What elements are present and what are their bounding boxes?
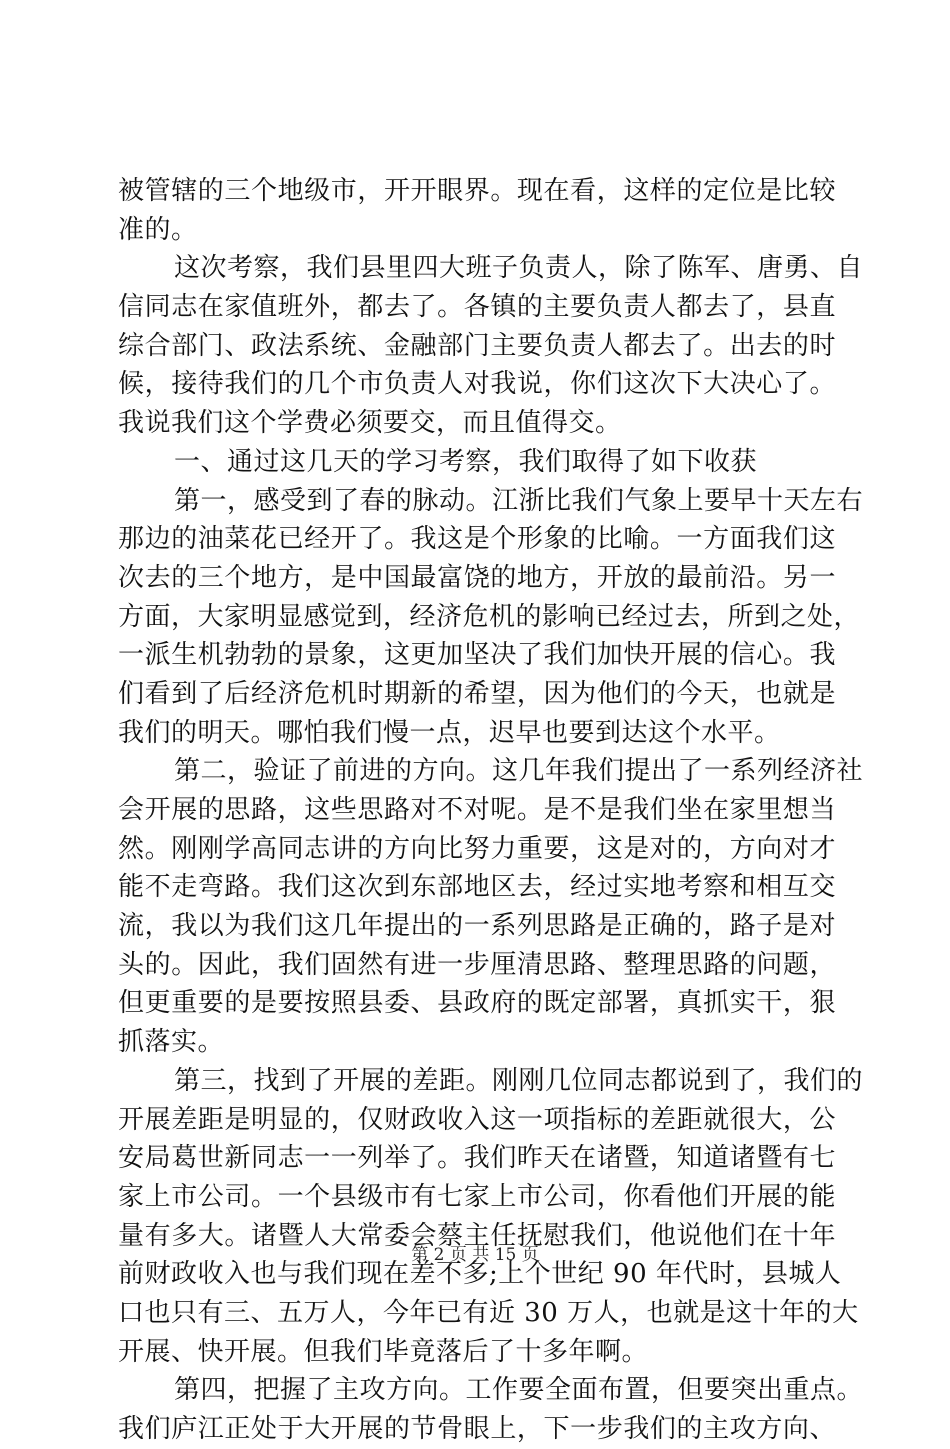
text-line: 开展差距是明显的，仅财政收入这一项指标的差距就很大，公 [118, 1104, 836, 1135]
text-line: 信同志在家值班外，都去了。各镇的主要负责人都去了，县直 [118, 292, 836, 323]
text-line: 家上市公司。一个县级市有七家上市公司，你看他们开展的能 [118, 1181, 836, 1212]
section-heading: 一、通过这几天的学习考察，我们取得了如下收获 [174, 446, 758, 477]
text-line: 第三，找到了开展的差距。刚刚几位同志都说到了，我们的 [174, 1065, 864, 1096]
text-line: 会开展的思路，这些思路对不对呢。是不是我们坐在家里想当 [118, 795, 836, 825]
text-line: 流，我以为我们这几年提出的一系列思路是正确的，路子是对 [118, 911, 836, 942]
page-number-label: 第 2 页 共 15 页 [411, 1245, 539, 1265]
text-line: 次去的三个地方，是中国最富饶的地方，开放的最前沿。另一 [118, 562, 836, 593]
text-line: 这次考察，我们县里四大班子负责人，除了陈军、唐勇、自 [174, 253, 864, 284]
text-line: 抓落实。 [118, 1027, 225, 1058]
text-line: 方面，大家明显感觉到，经济危机的影响已经过去，所到之处， [118, 601, 861, 632]
text-line: 口也只有三、五万人，今年已有近 30 万人，也就是这十年的大 [118, 1297, 859, 1328]
text-line: 准的。 [118, 214, 198, 245]
text-line: 第四，把握了主攻方向。工作要全面布置，但要突出重点。 [174, 1375, 864, 1406]
text-line: 一派生机勃勃的景象，这更加坚决了我们加快开展的信心。我 [118, 640, 836, 671]
text-line: 头的。因此，我们固然有进一步厘清思路、整理思路的问题， [118, 949, 836, 980]
text-line: 我说我们这个学费必须要交，而且值得交。 [118, 408, 622, 439]
text-line: 被管辖的三个地级市，开开眼界。现在看，这样的定位是比较 [118, 176, 836, 206]
text-line: 但更重要的是要按照县委、县政府的既定部署，真抓实干，狠 [118, 988, 836, 1019]
text-line: 然。刚刚学高同志讲的方向比努力重要，这是对的，方向对才 [118, 833, 836, 864]
text-line: 那边的油菜花已经开了。我这是个形象的比喻。一方面我们这 [118, 524, 836, 555]
text-line: 综合部门、政法系统、金融部门主要负责人都去了。出去的时 [118, 330, 836, 361]
page-footer [0, 1244, 950, 1266]
text-line: 第一，感受到了春的脉动。江浙比我们气象上要早十天左右 [174, 485, 864, 516]
text-line: 安局葛世新同志一一列举了。我们昨天在诸暨，知道诸暨有七 [118, 1143, 836, 1174]
text-line: 第二，验证了前进的方向。这几年我们提出了一系列经济社 [174, 756, 864, 787]
text-line: 能不走弯路。我们这次到东部地区去，经过实地考察和相互交 [118, 872, 836, 903]
text-line: 们看到了后经济危机时期新的希望，因为他们的今天，也就是 [118, 678, 836, 709]
text-line: 我们庐江正处于大开展的节骨眼上，下一步我们的主攻方向、 [118, 1414, 836, 1444]
text-line: 候，接待我们的几个市负责人对我说，你们这次下大决心了。 [118, 369, 836, 400]
text-line: 量有多大。诸暨人大常委会蔡主任抚慰我们，他说他们在十年 [118, 1220, 836, 1251]
text-line: 开展、快开展。但我们毕竟落后了十多年啊。 [118, 1336, 649, 1367]
text-line: 前财政收入也与我们现在差不多;上个世纪 90 年代时，县城人 [118, 1259, 842, 1290]
text-line: 我们的明天。哪怕我们慢一点，迟早也要到达这个水平。 [118, 717, 781, 748]
